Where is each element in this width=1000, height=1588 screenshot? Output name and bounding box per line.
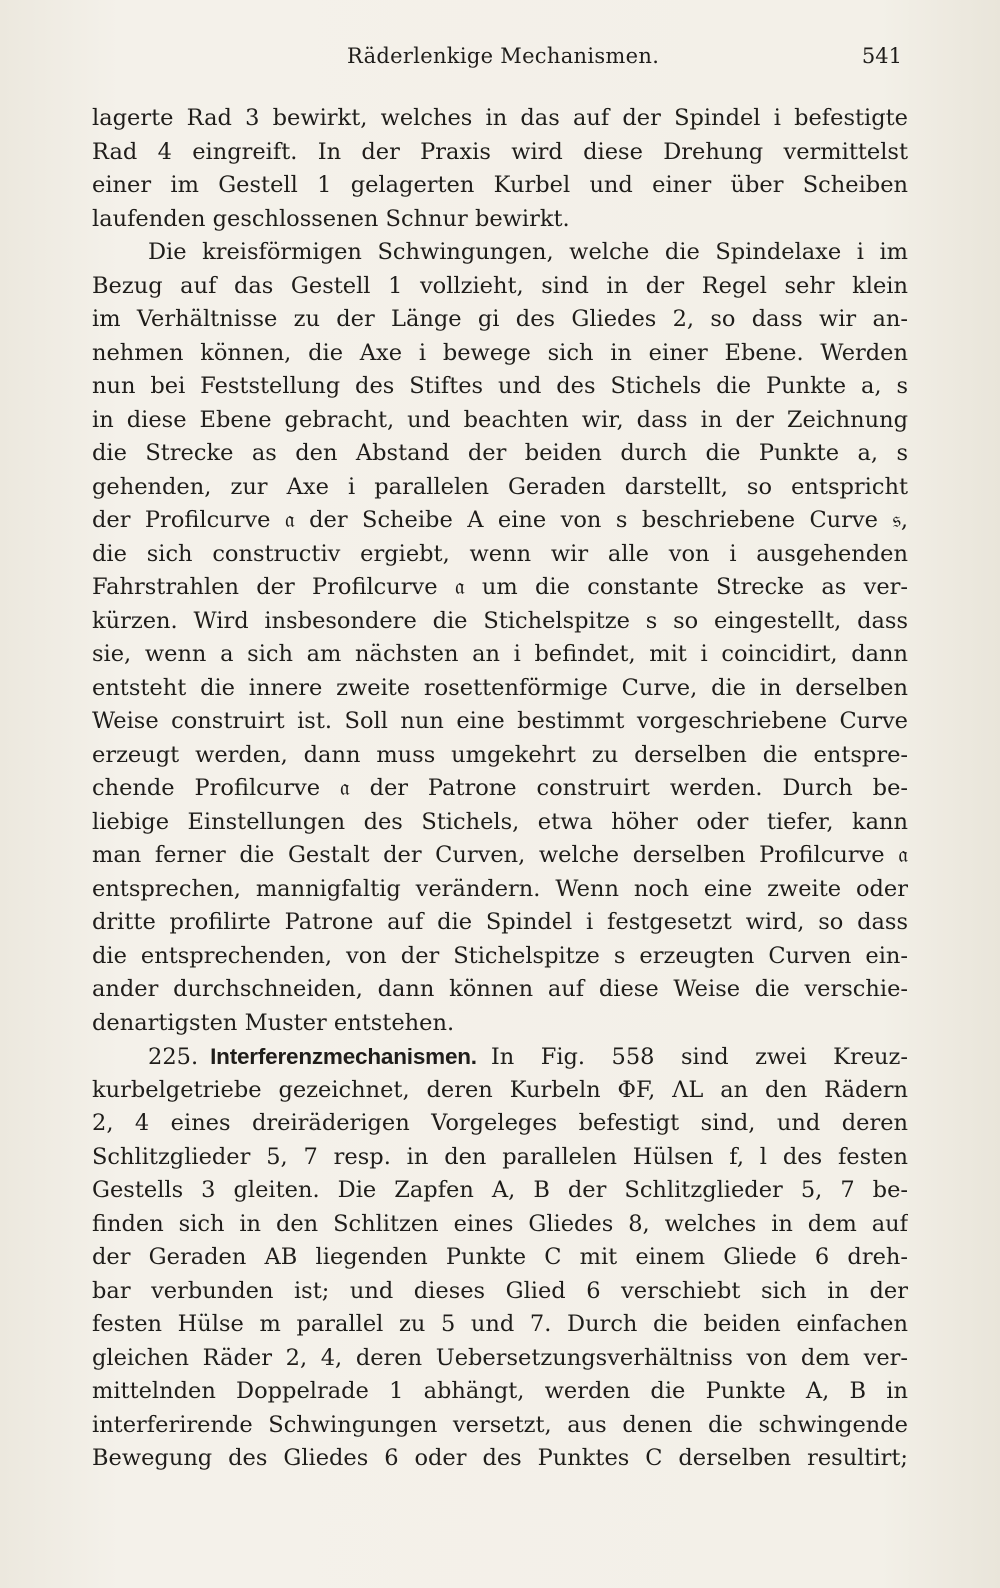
text-line: in diese Ebene gebracht, und beachten wir, dass in der Zeichnung — [92, 406, 908, 433]
text-line: Fahrstrahlen der Profilcurve 𝔞 um die constante Strecke as ver- — [92, 574, 908, 600]
text-line: Bewegung des Gliedes 6 oder des Punktes C derselben resultirt; — [92, 1445, 908, 1471]
text-line: im Verhältnisse zu der Länge gi des Gliedes 2, so dass wir an- — [92, 306, 908, 332]
section-title: Interferenzmechanismen. — [210, 1044, 477, 1069]
text-line: kurbelgetriebe gezeichnet, deren Kurbeln ΦF, ΛL an den Rädern — [92, 1076, 908, 1103]
text-line: erzeugt werden, dann muss umgekehrt zu derselben die entspre- — [92, 741, 908, 768]
text-line: Rad 4 eingreift. In der Praxis wird diese Drehung vermittelst — [92, 138, 908, 165]
text-line: bar verbunden ist; und dieses Glied 6 verschiebt sich in der — [92, 1277, 908, 1304]
text-line: gehenden, zur Axe i parallelen Geraden darstellt, so entspricht — [92, 473, 908, 500]
text-line: gleichen Räder 2, 4, deren Uebersetzungsverhältniss von dem ver- — [92, 1344, 908, 1371]
running-head-title: Räderlenkige Mechanismen. — [347, 44, 660, 68]
text-line: Weise construirt ist. Soll nun eine bestimmt vorgeschriebene Curve — [92, 708, 908, 734]
text-line: nehmen können, die Axe i bewege sich in einer Ebene. Werden — [92, 339, 908, 366]
text-line: die sich constructiv ergiebt, wenn wir alle von i ausgehenden — [92, 540, 908, 567]
text-line: lagerte Rad 3 bewirkt, welches in das auf der Spindel i befestigte — [92, 105, 908, 131]
text-line: interferirende Schwingungen versetzt, aus denen die schwingende — [92, 1411, 908, 1438]
text-line: entsprechen, mannigfaltig verändern. Wenn noch eine zweite oder — [92, 875, 908, 902]
paragraph-curves — [92, 236, 908, 1040]
text-line: Schlitzglieder 5, 7 resp. in den parallelen Hülsen f, l des festen — [92, 1143, 908, 1170]
text-line: der Profilcurve 𝔞 der Scheibe A eine von s beschriebene Curve 𝔰, — [92, 507, 908, 533]
text-line: finden sich in den Schlitzen eines Gliedes 8, welches in dem auf — [92, 1210, 908, 1237]
text-line: kürzen. Wird insbesondere die Stichelspitze s so eingestellt, dass — [92, 607, 908, 634]
running-head — [92, 44, 902, 74]
text-line: der Geraden AB liegenden Punkte C mit einem Gliede 6 dreh- — [92, 1244, 908, 1270]
paragraph-continued — [92, 102, 908, 236]
text-line: ander durchschneiden, dann können auf diese Weise die verschie- — [92, 976, 908, 1002]
text-line: nun bei Feststellung des Stiftes und des Stichels die Punkte a, s — [92, 373, 908, 399]
text-line: entsteht die innere zweite rosettenförmige Curve, die in derselben — [92, 674, 908, 701]
text-line: man ferner die Gestalt der Curven, welche derselben Profilcurve 𝔞 — [92, 842, 908, 868]
section-number: 225. — [148, 1044, 199, 1070]
text-line: 2, 4 eines dreiräderigen Vorgeleges befestigt sind, und deren — [92, 1110, 908, 1136]
text-line: Gestells 3 gleiten. Die Zapfen A, B der Schlitzglieder 5, 7 be- — [92, 1177, 908, 1203]
body-text — [92, 102, 908, 1476]
page-number: 541 — [861, 44, 902, 68]
text-line: mittelnden Doppelrade 1 abhängt, werden die Punkte A, B in — [92, 1378, 908, 1404]
text-line: Bezug auf das Gestell 1 vollzieht, sind in der Regel sehr klein — [92, 272, 908, 299]
text-line: chende Profilcurve 𝔞 der Patrone construirt werden. Durch be- — [92, 775, 908, 801]
text-fragment: In Fig. 558 sind zwei Kreuz- — [490, 1044, 908, 1070]
text-line: laufenden geschlossenen Schnur bewirkt. — [92, 205, 570, 232]
text-line: sie, wenn a sich am nächsten an i befindet, mit i coincidirt, dann — [92, 641, 908, 667]
section-225 — [92, 1040, 908, 1476]
text-line: festen Hülse m parallel zu 5 und 7. Durch die beiden einfachen — [92, 1311, 908, 1337]
text-line: denartigsten Muster entstehen. — [92, 1009, 455, 1036]
text-line: die Strecke as den Abstand der beiden durch die Punkte a, s — [92, 440, 908, 466]
text-line: die entsprechenden, von der Stichelspitze s erzeugten Curven ein- — [92, 942, 908, 969]
text-line: liebige Einstellungen des Stichels, etwa höher oder tiefer, kann — [92, 808, 908, 835]
section-heading-line — [92, 1040, 908, 1074]
text-line: Die kreisförmigen Schwingungen, welche die Spindelaxe i im — [148, 239, 908, 265]
text-line: dritte profilirte Patrone auf die Spindel i festgesetzt wird, so dass — [92, 909, 908, 935]
text-line: einer im Gestell 1 gelagerten Kurbel und einer über Scheiben — [92, 172, 908, 198]
